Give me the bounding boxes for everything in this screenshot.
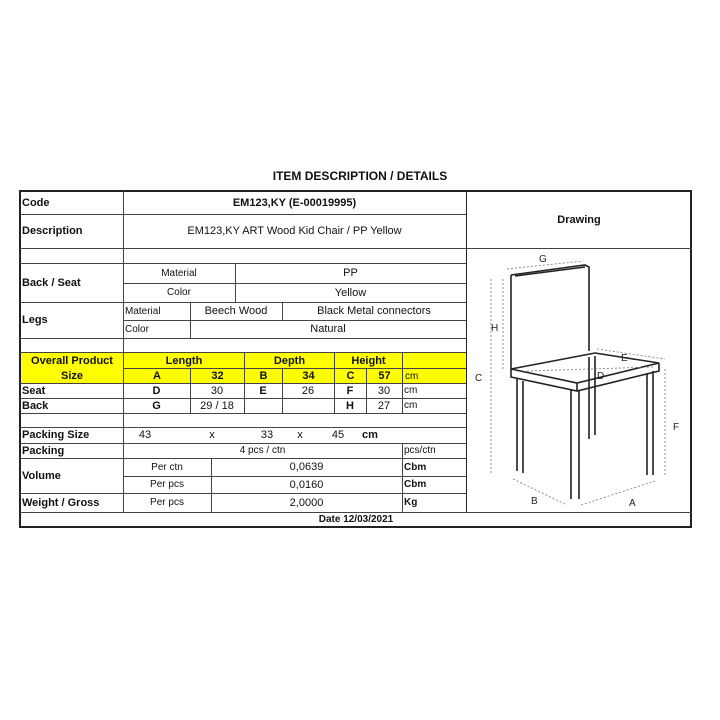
overall-size-label-2: Size [21,368,123,383]
weight-value: 2,0000 [289,496,324,509]
code-label: Code [22,196,50,209]
dim-d-letter: D [152,384,161,397]
overall-size-label-1: Overall Product [21,353,123,368]
dim-f-value: 30 [377,384,391,397]
row-divider [20,413,466,414]
dim-e-value: 26 [301,384,315,397]
length-header: Length [124,353,244,368]
packing-height: 45 [331,429,345,441]
legs-material-1: Beech Wood [204,305,268,317]
dim-h-letter: H [346,399,354,412]
volume-per-pcs-label: Per pcs [150,479,184,490]
volume-label: Volume [22,469,61,482]
packing-x-1: x [209,429,215,441]
dim-c-letter: C [335,369,366,383]
column-divider [190,368,191,383]
volume-per-ctn: 0,0639 [289,461,324,473]
weight-label: Weight / Gross [22,496,100,509]
dim-label-d: D [597,371,605,382]
dim-b-letter: B [245,369,282,383]
dim-f-letter: F [346,384,354,397]
seat-label: Seat [22,384,46,397]
packing-size-label: Packing Size [22,429,90,441]
seat-unit: cm [404,385,418,396]
legs-color: Natural [310,323,346,335]
back-seat-material-label: Material [161,267,197,279]
volume-per-ctn-label: Per ctn [151,461,183,473]
legs-color-label: Color [125,323,149,335]
dim-label-a: A [629,498,636,509]
column-divider [244,352,245,383]
volume-unit-1: Cbm [404,461,427,473]
dim-d-value: 30 [210,384,224,397]
volume-per-pcs: 0,0160 [289,478,324,491]
weight-unit: Kg [404,497,418,508]
page-title: ITEM DESCRIPTION / DETAILS [272,169,448,183]
column-divider [334,352,335,383]
dim-c-value: 57 [367,369,402,383]
description-label: Description [22,225,83,237]
dim-label-h: H [491,323,499,334]
code-value: EM123,KY (E-00019995) [232,196,357,209]
chair-drawing [467,249,691,511]
depth-header: Depth [245,353,334,368]
dim-b-value: 34 [283,369,334,383]
packing-size-unit: cm [362,429,378,441]
dim-g-letter: G [152,399,161,412]
back-seat-label: Back / Seat [22,276,81,289]
weight-per-label: Per pcs [150,497,184,508]
dim-label-c: C [475,373,483,384]
back-seat-material: PP [343,267,358,279]
legs-label: Legs [22,314,48,326]
column-divider [366,368,367,383]
legs-material-label: Material [125,305,161,317]
packing-width: 33 [260,429,274,441]
back-seat-color: Yellow [334,286,367,299]
legs-material-2: Black Metal connectors [317,305,431,317]
back-label: Back [22,399,49,412]
overall-unit: cm [403,369,466,383]
drawing-label: Drawing [557,213,601,226]
packing-label: Packing [22,444,65,457]
dim-h-value: 27 [377,399,391,412]
dim-a-value: 32 [191,369,244,383]
back-seat-color-label: Color [167,287,191,298]
volume-unit-2: Cbm [404,479,427,490]
date-text: Date 12/03/2021 [318,514,394,525]
highlight-fill [403,353,466,368]
packing-length: 43 [138,429,152,441]
packing-value: 4 pcs / ctn [239,445,286,456]
row-divider [20,248,466,249]
height-header: Height [335,353,402,368]
dim-a-letter: A [124,369,190,383]
packing-unit: pcs/ctn [404,445,436,456]
row-divider [20,338,466,339]
dim-label-f: F [673,422,680,433]
dim-label-g: G [539,254,547,265]
column-divider [282,368,283,383]
dim-e-letter: E [259,384,267,397]
packing-x-2: x [297,429,303,441]
dim-g-value: 29 / 18 [200,399,234,412]
back-unit: cm [404,400,418,411]
dim-label-e: E [621,353,628,364]
row-divider [123,368,466,369]
dim-label-b: B [531,496,538,507]
description-value: EM123,KY ART Wood Kid Chair / PP Yellow [187,225,402,237]
column-divider [402,352,403,383]
